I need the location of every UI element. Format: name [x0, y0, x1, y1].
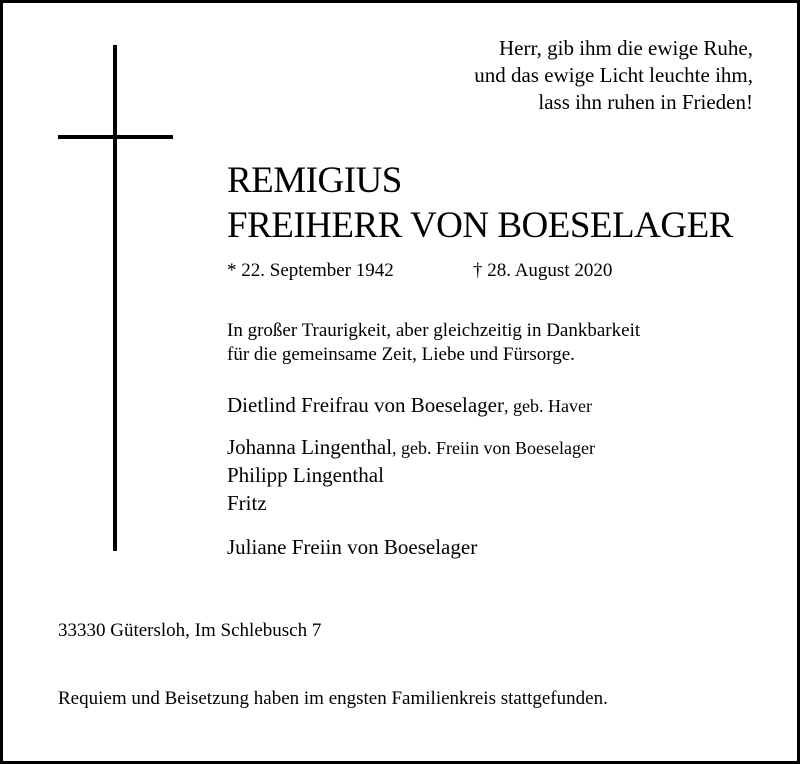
- message-line: für die gemeinsame Zeit, Liebe und Fürsorge.: [227, 344, 575, 365]
- mourner-suffix: , geb. Freiin von Boeselager: [392, 438, 595, 458]
- verse-line: lass ihn ruhen in Frieden!: [538, 90, 753, 114]
- mourner-entry: [227, 391, 592, 420]
- mourner-entry: [227, 489, 267, 517]
- mourner-entry: [227, 461, 384, 489]
- verse-line: Herr, gib ihm die ewige Ruhe,: [498, 36, 753, 60]
- mourner-name: Philipp Lingenthal: [227, 463, 384, 487]
- mourner-suffix: , geb. Haver: [504, 396, 592, 416]
- prayer-verse: [474, 35, 753, 116]
- mourner-name: Juliane Freiin von Boeselager: [227, 535, 478, 559]
- birth-date: * 22. September 1942: [227, 260, 394, 281]
- death-date: † 28. August 2020: [473, 260, 613, 281]
- cross-icon: [113, 45, 117, 551]
- deceased-name: [227, 158, 733, 248]
- family-address: 33330 Gütersloh, Im Schlebusch 7: [58, 620, 322, 641]
- funeral-note: Requiem und Beisetzung haben im engsten Familienkreis stattgefunden.: [58, 688, 608, 709]
- mourner-name: Dietlind Freifrau von Boeselager: [227, 393, 504, 417]
- cross-icon-bar: [58, 135, 173, 139]
- grief-message: [227, 319, 640, 367]
- mourner-entry: [227, 533, 477, 561]
- mourner-name: Johanna Lingenthal: [227, 435, 393, 459]
- message-line: In großer Traurigkeit, aber gleichzeitig in Dankbarkeit: [227, 320, 641, 341]
- deceased-first-name: REMIGIUS: [227, 160, 402, 201]
- verse-line: und das ewige Licht leuchte ihm,: [474, 63, 753, 87]
- deceased-title-surname: FREIHERR VON BOESELAGER: [227, 205, 733, 246]
- mourner-entry: [227, 433, 595, 462]
- mourner-name: Fritz: [227, 491, 267, 515]
